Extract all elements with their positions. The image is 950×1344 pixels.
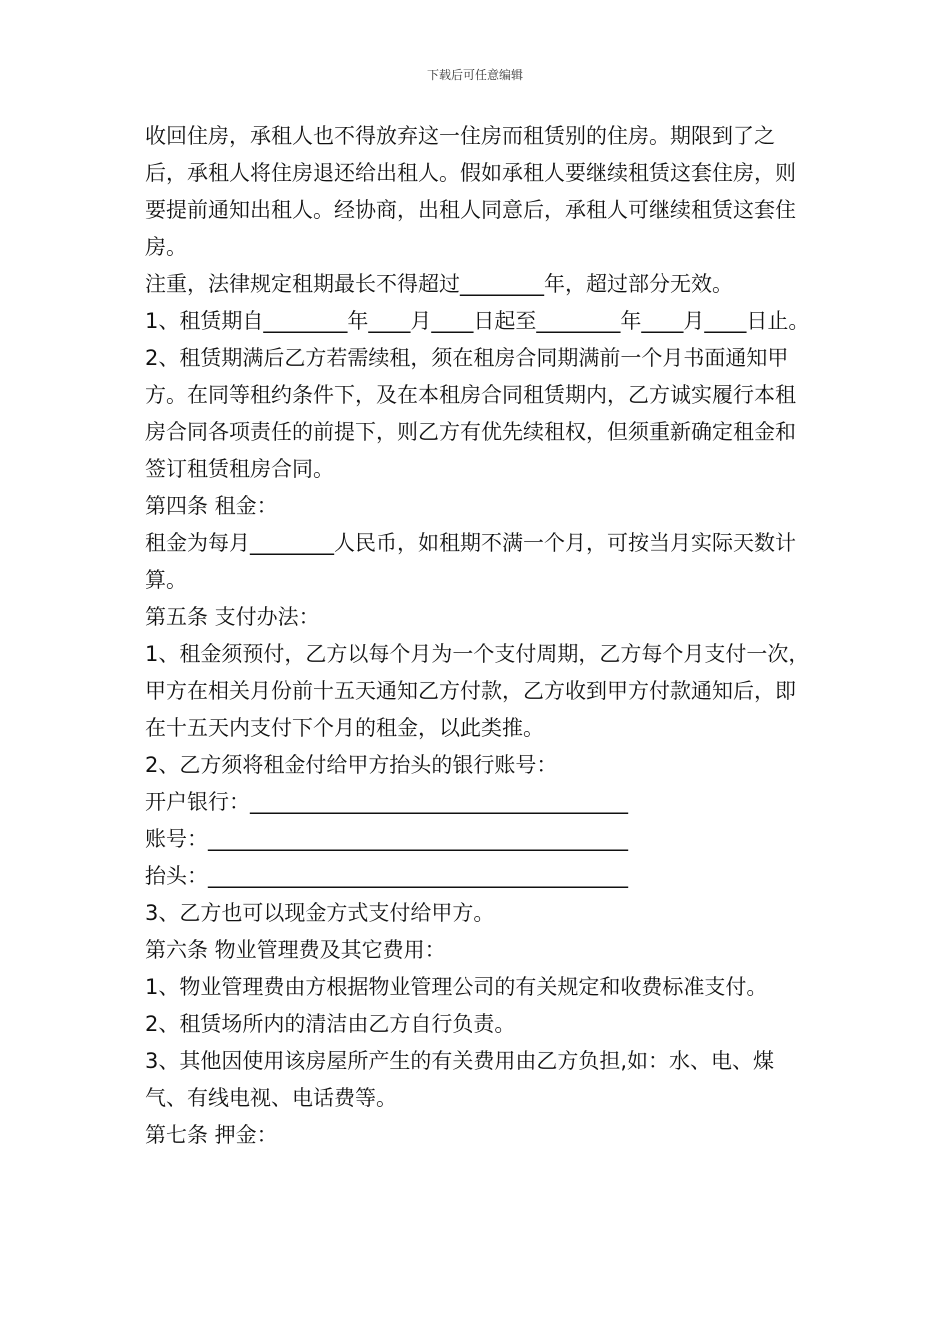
paragraph-prepayment: 1、租金须预付，乙方以每个月为一个支付周期，乙方每个月支付一次，甲方在相关月份前十五天通知乙方付款，乙方收到甲方付款通知后，即在十五天内支付下个月的租金，以此类推。 [145,642,810,740]
field-bank-name: 开户银行：____________________________________ [145,790,628,814]
paragraph-rent-amount: 租金为每月________人民币，如租期不满一个月，可按当月实际天数计算。 [145,531,796,592]
paragraph-bank-account: 2、乙方须将租金付给甲方抬头的银行账号： [145,753,558,777]
paragraph-renewal: 2、租赁期满后乙方若需续租，须在租房合同期满前一个月书面通知甲方。在同等租约条件下，及在本租房合同租赁期内，乙方诚实履行本租房合同各项责任的前提下，则乙方有优先续租权，但须重新确定租金和签订租赁租房合同。 [145,346,796,481]
heading-article-6: 第六条 物业管理费及其它费用： [145,938,446,962]
paragraph-lease-period: 1、租赁期自________年____月____日起至________年____月____日止。 [145,309,810,333]
field-account-number: 账号：________________________________________ [145,827,628,851]
paragraph-max-term: 注重，法律规定租期最长不得超过________年，超过部分无效。 [145,272,733,296]
paragraph-management-fee: 1、物业管理费由方根据物业管理公司的有关规定和收费标准支付。 [145,975,768,999]
field-account-holder: 抬头：________________________________________ [145,864,628,888]
document-body [145,118,811,1154]
heading-article-5: 第五条 支付办法： [145,605,320,629]
page-header-note: 下载后可任意编辑 [426,68,523,82]
paragraph-cash-payment: 3、乙方也可以现金方式支付给甲方。 [145,901,495,925]
heading-article-7: 第七条 押金： [145,1123,278,1147]
paragraph-other-fees: 3、其他因使用该房屋所产生的有关费用由乙方负担,如：水、电、煤气、有线电视、电话费等。 [145,1049,775,1110]
paragraph-lease-return: 收回住房，承租人也不得放弃这一住房而租赁别的住房。期限到了之后，承租人将住房退还给出租人。假如承租人要继续租赁这套住房，则要提前通知出租人。经协商，出租人同意后，承租人可继续租赁这套住房。 [145,124,796,259]
heading-article-4: 第四条 租金： [145,494,278,518]
paragraph-cleaning: 2、租赁场所内的清洁由乙方自行负责。 [145,1012,516,1036]
